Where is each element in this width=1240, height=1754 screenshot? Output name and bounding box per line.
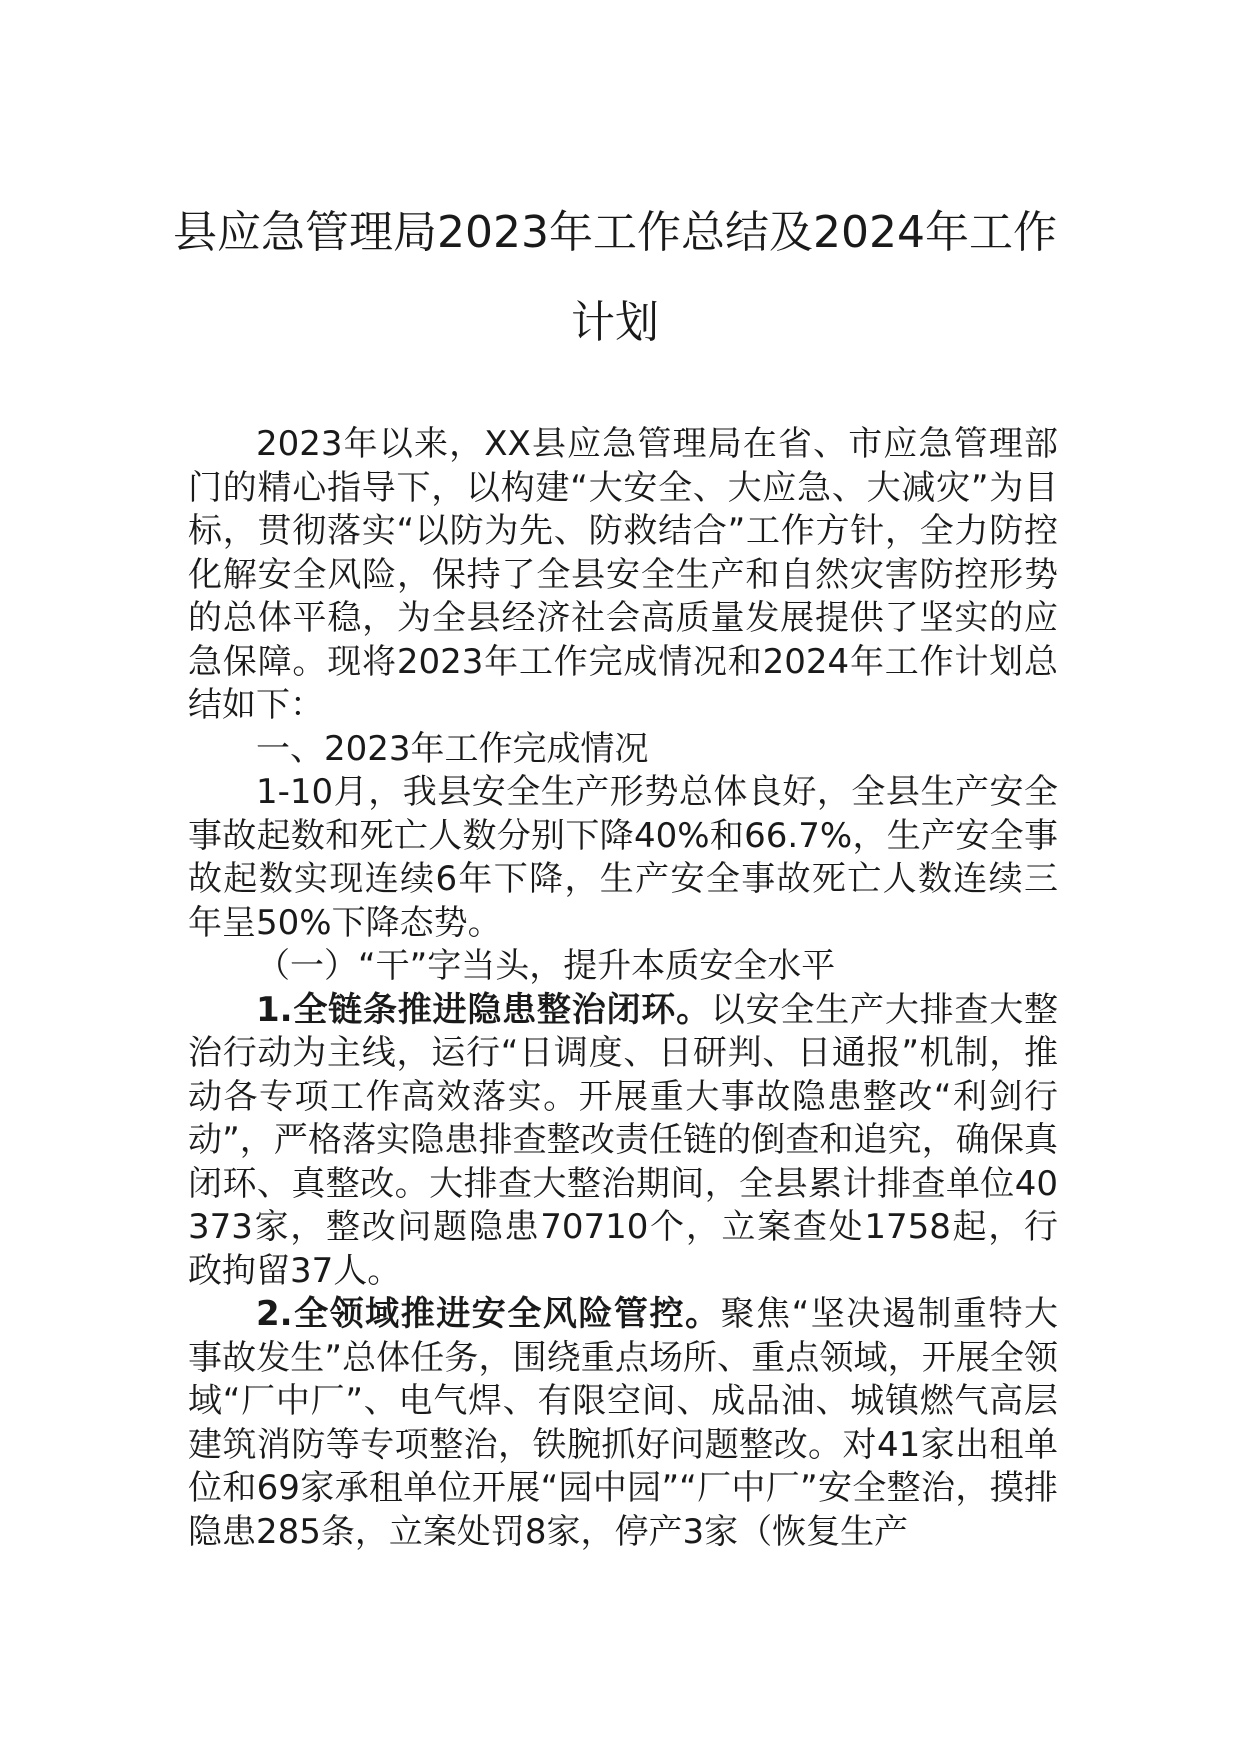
- item-paragraph-1: [188, 989, 1058, 1294]
- item-text-1: 以安全生产大排查大整治行动为主线，运行“日调度、日研判、日通报”机制，推动各专项工作高效落实。开展重大事故隐患整改“利剑行动”，严格落实隐患排查整改责任链的倒查和追究，确保真闭环、真整改。大排查大整治期间，全县累计排查单位40373家，整改问题隐患70710个，立案查处1758起，行政拘留37人。: [188, 989, 1059, 1291]
- item-lead-1: 1.全链条推进隐患整治闭环。: [256, 989, 711, 1030]
- item-lead-2: 2.全领域推进安全风险管控。: [256, 1294, 721, 1334]
- item-paragraph-2: [188, 1293, 1058, 1554]
- section-heading-1: 一、2023年工作完成情况: [256, 728, 649, 769]
- document-body: [188, 423, 1058, 1554]
- document-title: 县应急管理局2023年工作总结及2024年工作计划: [173, 207, 1057, 348]
- summary-paragraph: 1-10月，我县安全生产形势总体良好，全县生产安全事故起数和死亡人数分别下降40%和66.7%，生产安全事故起数实现连续6年下降，生产安全事故死亡人数连续三年呈50%下降态势。: [188, 772, 1058, 943]
- subsection-heading-1: （一）“干”字当头，提升本质安全水平: [256, 946, 836, 986]
- intro-paragraph: 2023年以来，XX县应急管理局在省、市应急管理部门的精心指导下，以构建“大安全、大应急、大减灾”为目标，贯彻落实“以防为先、防救结合”工作方针，全力防控化解安全风险，保持了全县安全生产和自然灾害防控形势的总体平稳，为全县经济社会高质量发展提供了坚实的应急保障。现将2023年工作完成情况和2024年工作计划总结如下：: [188, 424, 1058, 725]
- item-text-2: 聚焦“坚决遏制重特大事故发生”总体任务，围绕重点场所、重点领域，开展全领域“厂中厂”、电气焊、有限空间、成品油、城镇燃气高层建筑消防等专项整治，铁腕抓好问题整改。对41家出租单位和69家承租单位开展“园中园”“厂中厂”安全整治，摸排隐患285条，立案处罚8家，停产3家（恢复生产: [188, 1294, 1058, 1552]
